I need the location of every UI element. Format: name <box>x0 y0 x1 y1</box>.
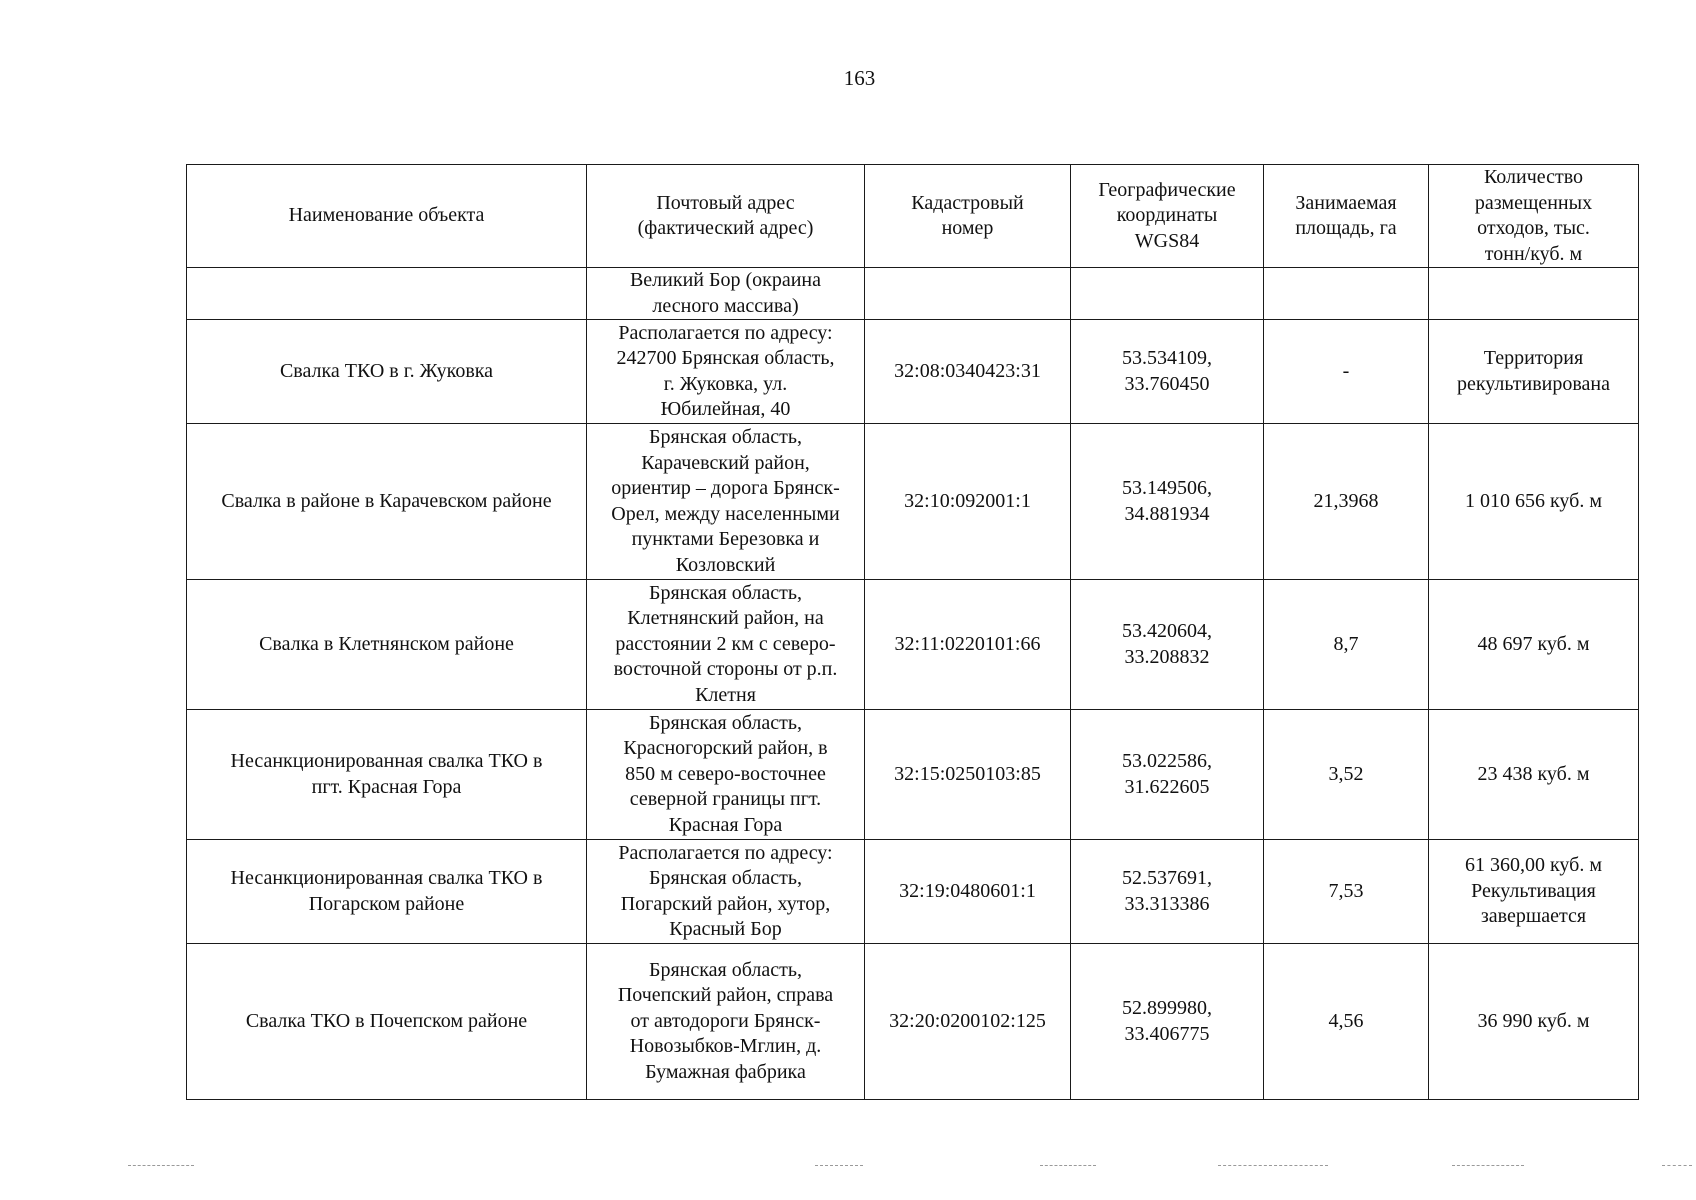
table-row <box>187 424 1639 580</box>
cell-waste-quantity: 1 010 656 куб. м <box>1429 424 1639 580</box>
cell-object-name: Несанкционированная свалка ТКО в пгт. Красная Гора <box>187 710 587 840</box>
cell-cadastral-number <box>865 268 1071 320</box>
table-row <box>187 840 1639 944</box>
header-postal-address: Почтовый адрес (фактический адрес) <box>587 165 865 268</box>
cell-geo-coordinates: 53.149506, 34.881934 <box>1071 424 1264 580</box>
table-header-row <box>187 165 1639 268</box>
scan-mark <box>128 1165 194 1167</box>
cell-waste-quantity: 61 360,00 куб. м Рекультивация завершается <box>1429 840 1639 944</box>
cell-waste-quantity: 23 438 куб. м <box>1429 710 1639 840</box>
cell-object-name: Свалка ТКО в г. Жуковка <box>187 320 587 424</box>
cell-waste-quantity: 48 697 куб. м <box>1429 580 1639 710</box>
scan-mark <box>1040 1165 1096 1167</box>
header-occupied-area: Занимаемая площадь, га <box>1264 165 1429 268</box>
page-number: 163 <box>843 66 876 90</box>
cell-postal-address: Великий Бор (окраина лесного массива) <box>587 268 865 320</box>
cell-object-name <box>187 268 587 320</box>
table-row <box>187 320 1639 424</box>
cell-postal-address: Располагается по адресу: 242700 Брянская область, г. Жуковка, ул. Юбилейная, 40 <box>587 320 865 424</box>
cell-geo-coordinates: 52.537691, 33.313386 <box>1071 840 1264 944</box>
cell-geo-coordinates: 52.899980, 33.406775 <box>1071 944 1264 1100</box>
cell-occupied-area: - <box>1264 320 1429 424</box>
cell-object-name: Свалка ТКО в Почепском районе <box>187 944 587 1100</box>
landfill-registry-table <box>186 164 1639 1100</box>
table-row <box>187 710 1639 840</box>
cell-object-name: Свалка в районе в Карачевском районе <box>187 424 587 580</box>
table-row <box>187 268 1639 320</box>
cell-postal-address: Брянская область, Красногорский район, в 850 м северо-восточнее северной границы пгт. Красная Гора <box>587 710 865 840</box>
cell-postal-address: Брянская область, Клетнянский район, на расстоянии 2 км с северо- восточной стороны от р.п. Клетня <box>587 580 865 710</box>
cell-cadastral-number: 32:15:0250103:85 <box>865 710 1071 840</box>
header-waste-quantity: Количество размещенных отходов, тыс. тонн/куб. м <box>1429 165 1639 268</box>
scan-artifacts <box>0 1165 1696 1169</box>
cell-postal-address: Брянская область, Карачевский район, ориентир – дорога Брянск- Орел, между населенными пунктами Березовка и Козловский <box>587 424 865 580</box>
cell-waste-quantity: 36 990 куб. м <box>1429 944 1639 1100</box>
cell-occupied-area: 21,3968 <box>1264 424 1429 580</box>
cell-occupied-area: 7,53 <box>1264 840 1429 944</box>
header-object-name: Наименование объекта <box>187 165 587 268</box>
cell-object-name: Несанкционированная свалка ТКО в Погарском районе <box>187 840 587 944</box>
cell-cadastral-number: 32:10:092001:1 <box>865 424 1071 580</box>
header-geo-coordinates: Географические координаты WGS84 <box>1071 165 1264 268</box>
cell-cadastral-number: 32:19:0480601:1 <box>865 840 1071 944</box>
scan-mark <box>1662 1165 1692 1167</box>
cell-occupied-area: 3,52 <box>1264 710 1429 840</box>
cell-occupied-area: 8,7 <box>1264 580 1429 710</box>
scan-mark <box>1452 1165 1524 1167</box>
scan-mark <box>815 1165 863 1167</box>
table-row <box>187 944 1639 1100</box>
cell-cadastral-number: 32:08:0340423:31 <box>865 320 1071 424</box>
cell-waste-quantity <box>1429 268 1639 320</box>
table-row <box>187 580 1639 710</box>
scan-mark <box>1218 1165 1328 1167</box>
cell-geo-coordinates <box>1071 268 1264 320</box>
cell-waste-quantity: Территория рекультивирована <box>1429 320 1639 424</box>
header-cadastral-number: Кадастровый номер <box>865 165 1071 268</box>
cell-cadastral-number: 32:11:0220101:66 <box>865 580 1071 710</box>
cell-postal-address: Брянская область, Почепский район, справа от автодороги Брянск- Новозыбков-Мглин, д. Бумажная фабрика <box>587 944 865 1100</box>
cell-geo-coordinates: 53.420604, 33.208832 <box>1071 580 1264 710</box>
cell-occupied-area <box>1264 268 1429 320</box>
cell-occupied-area: 4,56 <box>1264 944 1429 1100</box>
cell-object-name: Свалка в Клетнянском районе <box>187 580 587 710</box>
cell-cadastral-number: 32:20:0200102:125 <box>865 944 1071 1100</box>
cell-geo-coordinates: 53.022586, 31.622605 <box>1071 710 1264 840</box>
cell-geo-coordinates: 53.534109, 33.760450 <box>1071 320 1264 424</box>
cell-postal-address: Располагается по адресу: Брянская область, Погарский район, хутор, Красный Бор <box>587 840 865 944</box>
